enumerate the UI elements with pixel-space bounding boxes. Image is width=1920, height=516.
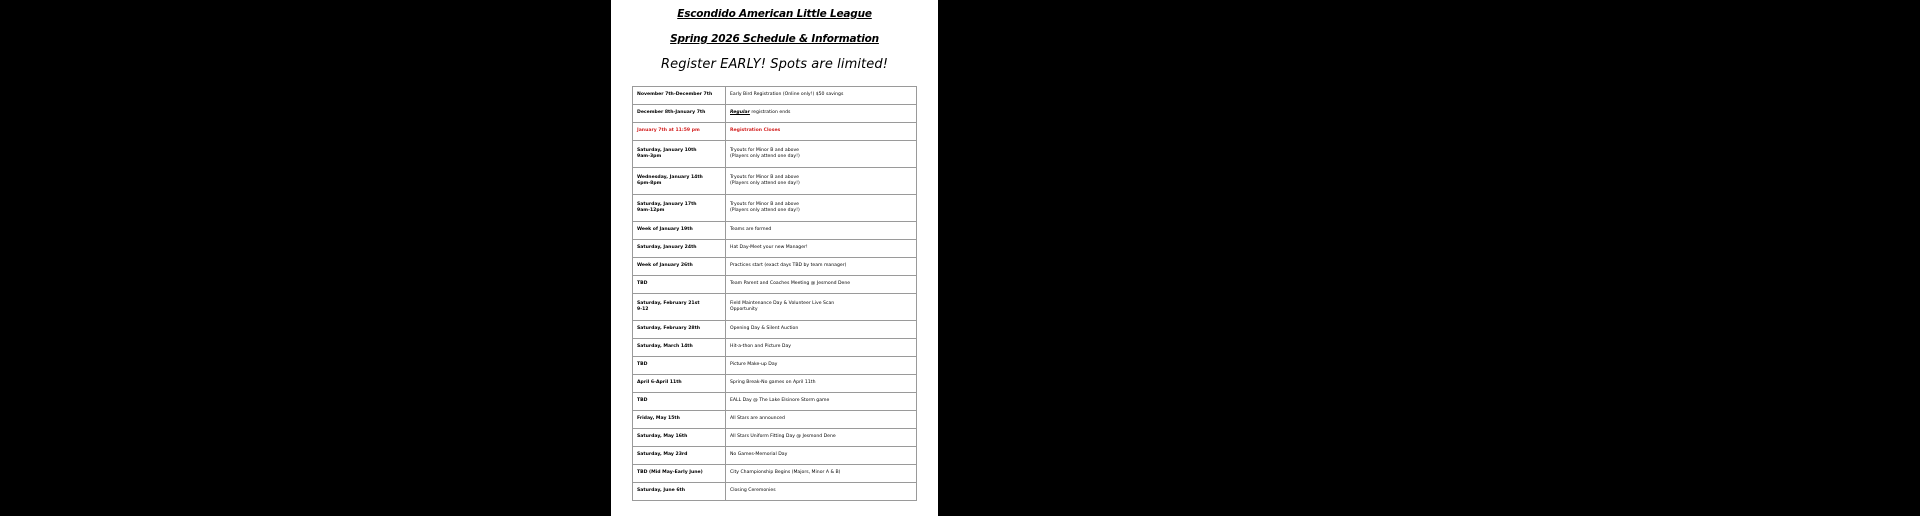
- schedule-description-text: Spring Break-No games on April 11th: [730, 380, 816, 386]
- schedule-date-cell: [633, 429, 726, 447]
- schedule-date-cell: [633, 240, 726, 258]
- schedule-date-time: 9-12: [637, 307, 649, 312]
- schedule-description-cell: [726, 339, 917, 357]
- schedule-date-cell: [633, 393, 726, 411]
- schedule-description-cell: [726, 195, 917, 222]
- table-row: [633, 123, 917, 141]
- table-row: [633, 411, 917, 429]
- schedule-date-cell: [633, 168, 726, 195]
- schedule-description-cell: [726, 483, 917, 501]
- schedule-date-text: Saturday, January 17th: [637, 201, 697, 207]
- schedule-date-cell: [633, 222, 726, 240]
- table-row: [633, 258, 917, 276]
- schedule-date-text: Wednesday, January 14th: [637, 174, 703, 180]
- schedule-description-text: Practices start (exact days TBD by team manager): [730, 263, 847, 269]
- schedule-description-text: Tryouts for Minor B and above: [730, 147, 800, 153]
- schedule-date-time: 9am-3pm: [637, 154, 662, 159]
- schedule-date-cell: [633, 411, 726, 429]
- document-page: [611, 0, 938, 516]
- table-row: [633, 240, 917, 258]
- schedule-date-cell: [633, 141, 726, 168]
- schedule-date-text: November 7th-December 7th: [637, 92, 713, 98]
- table-row: [633, 87, 917, 105]
- schedule-date-text: Friday, May 15th: [637, 416, 680, 422]
- schedule-description-text: Field Maintenance Day & Volunteer Live Scan: [730, 300, 835, 306]
- schedule-description-cell: [726, 141, 917, 168]
- schedule-description-text: No Games-Memorial Day: [730, 452, 788, 458]
- schedule-date-text: TBD (Mid May-Early June): [637, 470, 703, 476]
- schedule-date-cell: [633, 483, 726, 501]
- schedule-date-text: Saturday, February 21st: [637, 300, 700, 306]
- schedule-description-cell: [726, 357, 917, 375]
- schedule-description-cell: [726, 87, 917, 105]
- schedule-description-text: EALL Day @ The Lake Elsinore Storm game: [730, 398, 830, 404]
- schedule-description-text: All Stars are announced: [730, 416, 785, 422]
- schedule-date-cell: [633, 258, 726, 276]
- schedule-date-cell: [633, 123, 726, 141]
- table-row: [633, 447, 917, 465]
- schedule-description-cell: [726, 411, 917, 429]
- schedule-description-text: Team Parent and Coaches Meeting @ Jesmond Dene: [730, 281, 851, 287]
- schedule-date-text: TBD: [637, 281, 648, 287]
- schedule-description-cell: [726, 429, 917, 447]
- schedule-description-cell: [726, 321, 917, 339]
- schedule-description-text: Tryouts for Minor B and above: [730, 201, 800, 207]
- schedule-description-cell: [726, 447, 917, 465]
- schedule-date-cell: [633, 294, 726, 321]
- table-row: [633, 222, 917, 240]
- schedule-table: [632, 86, 917, 501]
- schedule-description-emphasis: Regular: [730, 110, 750, 116]
- document-heading: [611, 7, 938, 73]
- schedule-description-text: Hat Day-Meet your new Manager!: [730, 245, 808, 251]
- schedule-description-cell: [726, 105, 917, 123]
- schedule-date-cell: [633, 276, 726, 294]
- schedule-date-cell: [633, 321, 726, 339]
- schedule-description-cell: [726, 240, 917, 258]
- schedule-description-text: Tryouts for Minor B and above: [730, 174, 800, 180]
- schedule-date-cell: [633, 339, 726, 357]
- table-row: [633, 483, 917, 501]
- schedule-date-text: Saturday, May 16th: [637, 434, 688, 440]
- schedule-description-cell: [726, 393, 917, 411]
- schedule-description-cell: [726, 258, 917, 276]
- season-subtitle: Spring 2026 Schedule & Information: [670, 33, 879, 45]
- schedule-date-text: Saturday, June 6th: [637, 488, 685, 494]
- schedule-date-text: Saturday, February 28th: [637, 326, 701, 332]
- registration-callout: Register EARLY! Spots are limited!: [660, 57, 889, 72]
- schedule-description-text: All Stars Uniform Fitting Day @ Jesmond Dene: [730, 434, 836, 440]
- table-row: [633, 276, 917, 294]
- schedule-table-container: [611, 86, 938, 501]
- schedule-description-text: Registration Closes: [730, 128, 781, 134]
- schedule-date-text: Week of January 19th: [637, 227, 693, 233]
- table-row: [633, 393, 917, 411]
- schedule-date-cell: [633, 447, 726, 465]
- schedule-description-cell: [726, 222, 917, 240]
- table-row: [633, 168, 917, 195]
- schedule-date-cell: [633, 465, 726, 483]
- table-row: [633, 465, 917, 483]
- table-row: [633, 339, 917, 357]
- table-row: [633, 195, 917, 222]
- schedule-date-cell: [633, 357, 726, 375]
- league-name-title: Escondido American Little League: [677, 8, 872, 20]
- schedule-date-time: 6pm-8pm: [637, 181, 662, 186]
- schedule-description-text: City Championship Begins (Majors, Minor A & B): [730, 470, 841, 476]
- schedule-date-cell: [633, 105, 726, 123]
- schedule-description-text: Hit-a-thon and Picture Day: [730, 344, 791, 350]
- schedule-date-text: TBD: [637, 398, 648, 404]
- table-row: [633, 357, 917, 375]
- table-row: [633, 375, 917, 393]
- table-row: [633, 141, 917, 168]
- schedule-description-text: registration ends: [749, 110, 791, 116]
- schedule-date-text: April 6-April 11th: [637, 380, 682, 386]
- schedule-date-time: 9am-12pm: [637, 208, 665, 213]
- schedule-description-cell: [726, 168, 917, 195]
- schedule-table-body: [633, 87, 917, 501]
- schedule-description-text: Teams are formed: [730, 227, 772, 233]
- schedule-description-text: Closing Ceremonies: [730, 488, 776, 494]
- schedule-date-text: December 8th-January 7th: [637, 110, 706, 116]
- schedule-description-text: Early Bird Registration (Online only!) $50 savings: [730, 92, 844, 98]
- schedule-description-cell: [726, 465, 917, 483]
- schedule-date-text: Saturday, March 14th: [637, 344, 693, 350]
- schedule-date-text: Saturday, January 24th: [637, 245, 697, 251]
- schedule-description-note: (Players only attend one day!): [730, 181, 800, 186]
- schedule-description-text: Opening Day & Silent Auction: [730, 326, 799, 332]
- schedule-date-text: Saturday, May 23rd: [637, 452, 688, 458]
- schedule-date-text: Week of January 26th: [637, 263, 693, 269]
- schedule-description-cell: [726, 123, 917, 141]
- schedule-date-text: January 7th at 11:59 pm: [637, 128, 700, 134]
- schedule-date-text: Saturday, January 10th: [637, 147, 697, 153]
- schedule-description-cell: [726, 276, 917, 294]
- schedule-date-cell: [633, 87, 726, 105]
- schedule-description-cell: [726, 375, 917, 393]
- table-row: [633, 294, 917, 321]
- schedule-description-note: (Players only attend one day!): [730, 154, 800, 159]
- table-row: [633, 321, 917, 339]
- table-row: [633, 429, 917, 447]
- schedule-date-cell: [633, 375, 726, 393]
- schedule-description-note: (Players only attend one day!): [730, 208, 800, 213]
- schedule-date-text: TBD: [637, 362, 648, 368]
- schedule-date-cell: [633, 195, 726, 222]
- table-row: [633, 105, 917, 123]
- schedule-description-text: Picture Make-up Day: [730, 362, 778, 368]
- schedule-description-cell: [726, 294, 917, 321]
- schedule-description-note: Opportunity: [730, 307, 758, 312]
